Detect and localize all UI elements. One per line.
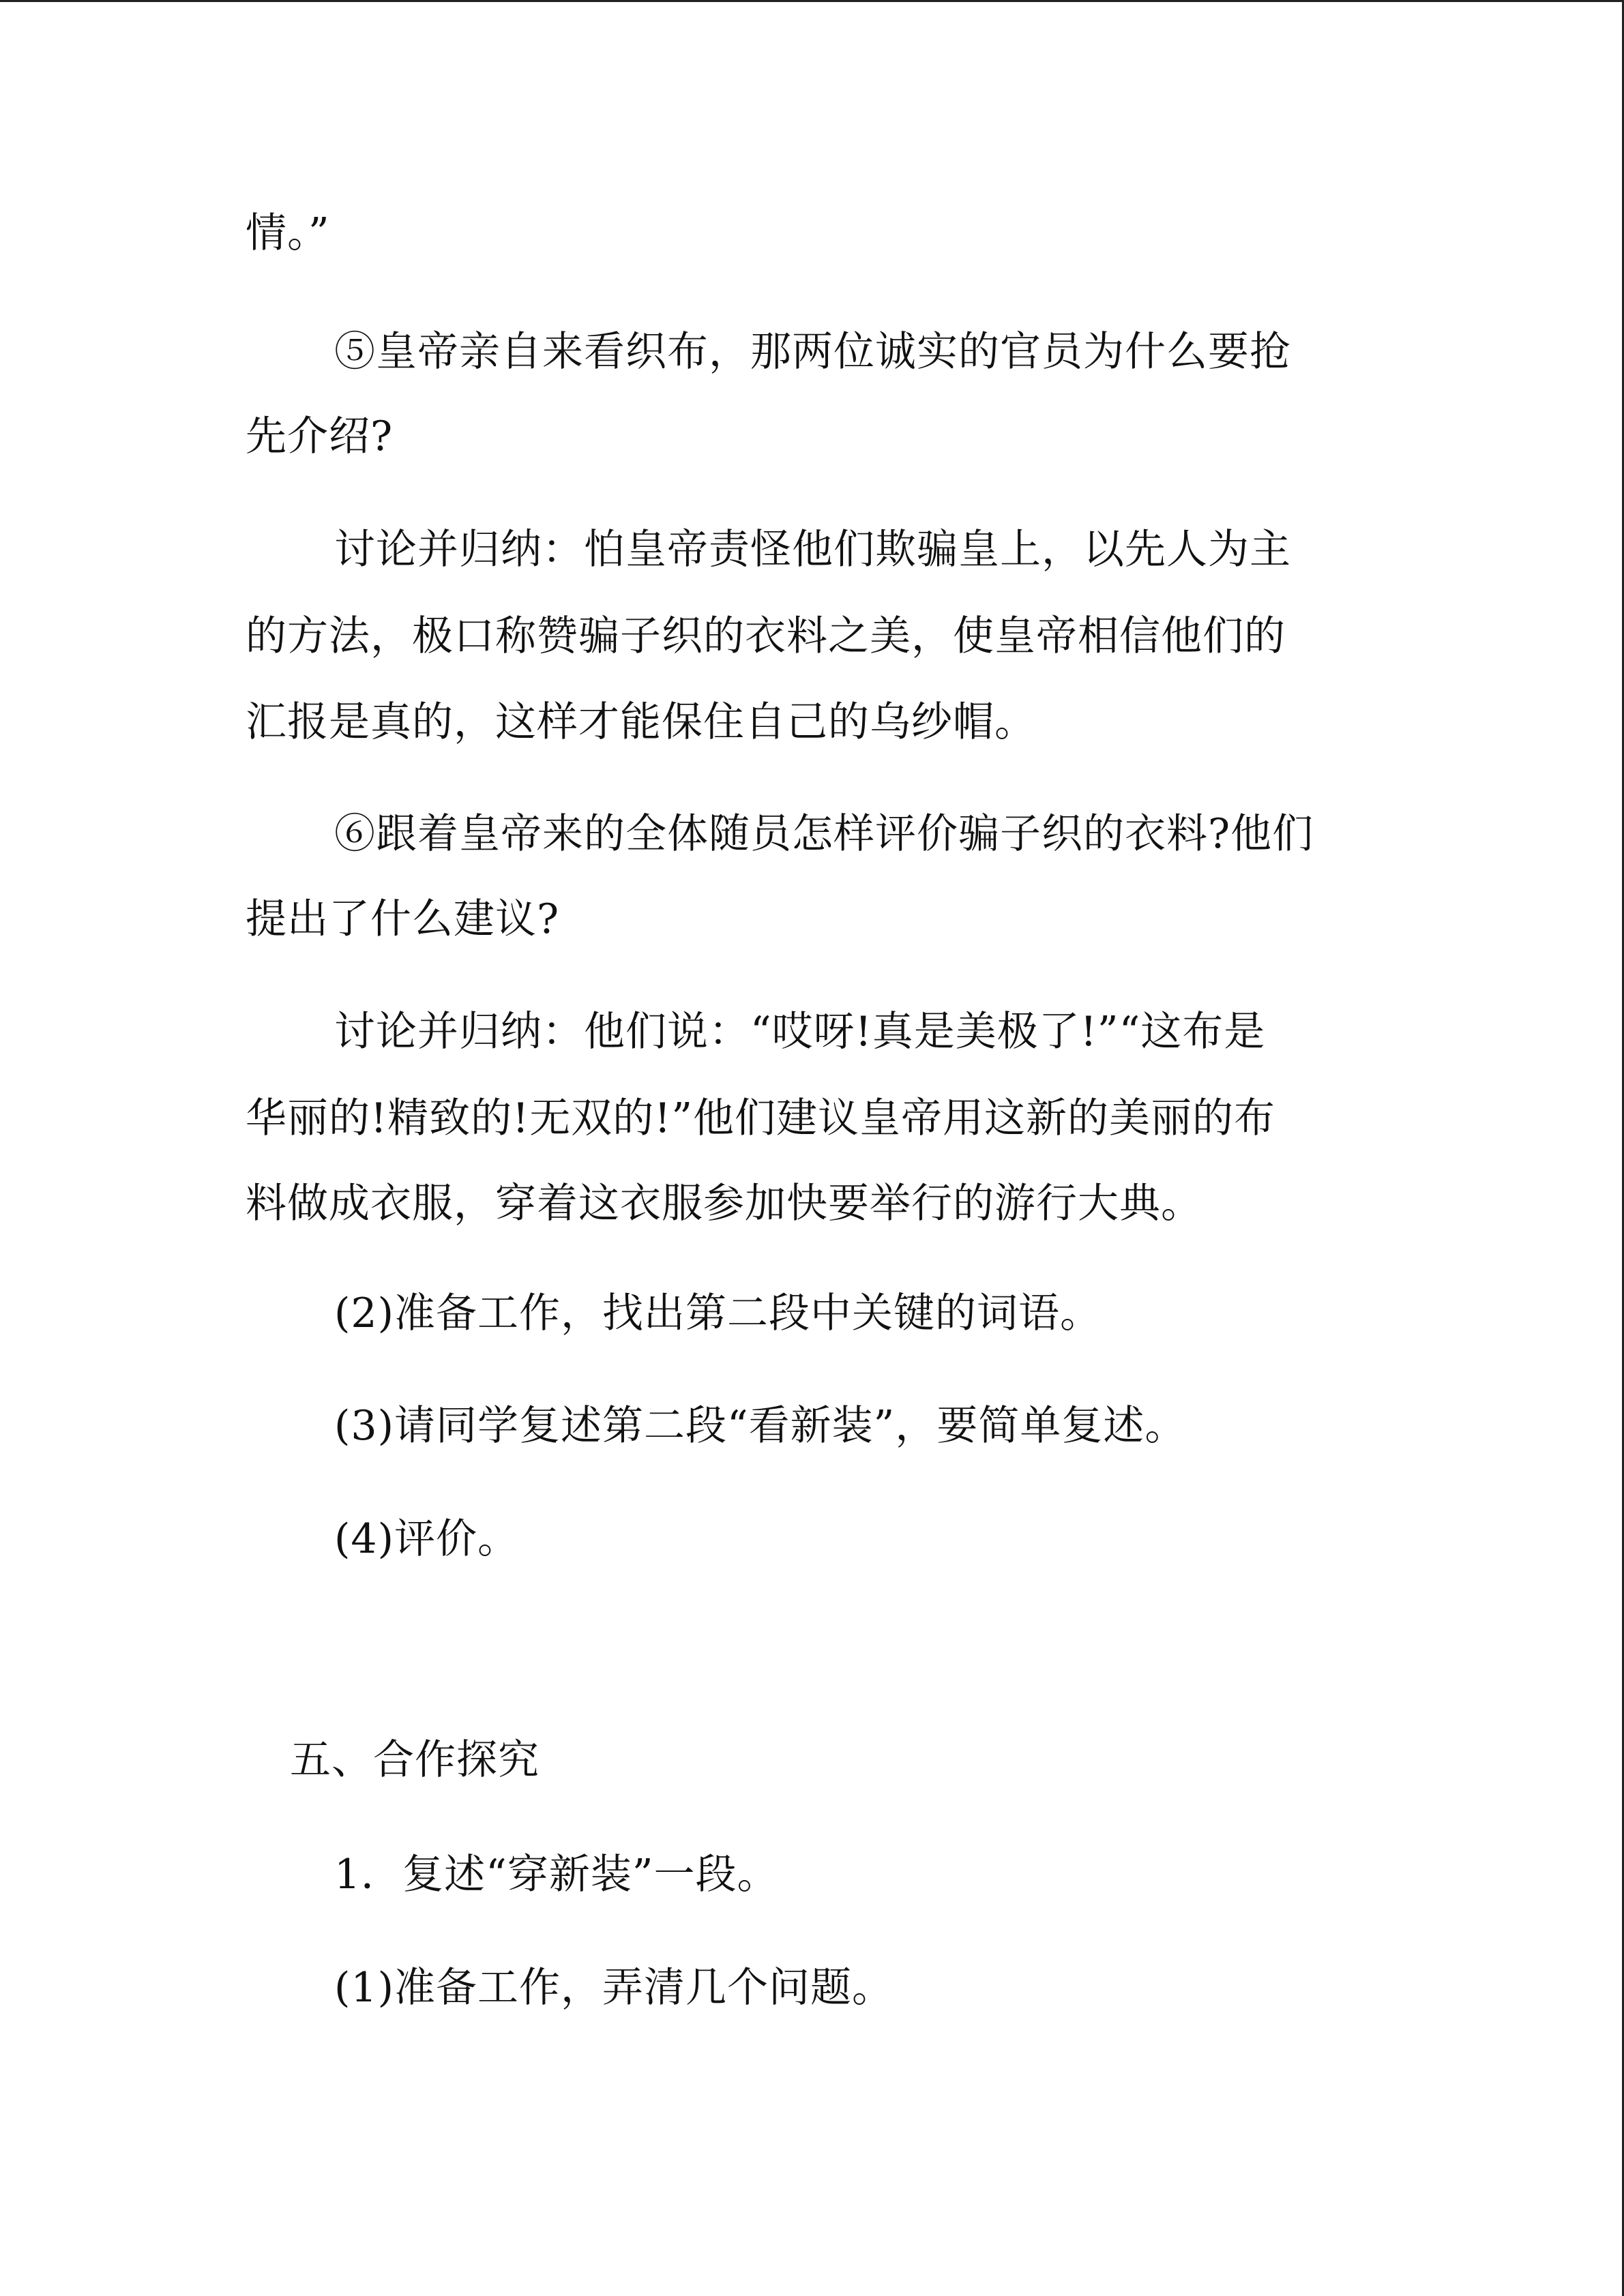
text-line: 汇报是真的，这样才能保住自己的乌纱帽。	[246, 698, 1036, 746]
text-line: (3)请同学复述第二段“看新装”，要简单复述。	[334, 1402, 1187, 1450]
text-line: ⑤皇帝亲自来看织布，那两位诚实的官员为什么要抢	[334, 328, 1291, 376]
text-line: 的方法，极口称赞骗子织的衣料之美，使皇帝相信他们的	[246, 612, 1286, 660]
section-heading: 五、合作探究	[290, 1736, 540, 1784]
text-line: (2)准备工作，找出第二段中关键的词语。	[334, 1289, 1102, 1337]
text-line: 料做成衣服，穿着这衣服参加快要举行的游行大典。	[246, 1180, 1202, 1227]
text-line: 讨论并归纳：怕皇帝责怪他们欺骗皇上，以先人为主	[334, 526, 1291, 573]
text-line: 情。”	[246, 209, 330, 257]
document-page	[246, 0, 1364, 2296]
text-line: 1．复述“穿新装”一段。	[334, 1851, 779, 1898]
text-line: 提出了什么建议?	[246, 895, 560, 943]
text-line: ⑥跟着皇帝来的全体随员怎样评价骗子织的衣料?他们	[334, 810, 1314, 858]
text-line: (1)准备工作，弄清几个问题。	[334, 1964, 894, 2012]
text-line: (4)评价。	[334, 1515, 519, 1563]
text-line: 先介绍?	[246, 413, 394, 460]
text-line: 讨论并归纳：他们说：“哎呀!真是美极了!”“这布是	[334, 1008, 1266, 1056]
text-line: 华丽的!精致的!无双的!”他们建议皇帝用这新的美丽的布	[246, 1094, 1276, 1142]
